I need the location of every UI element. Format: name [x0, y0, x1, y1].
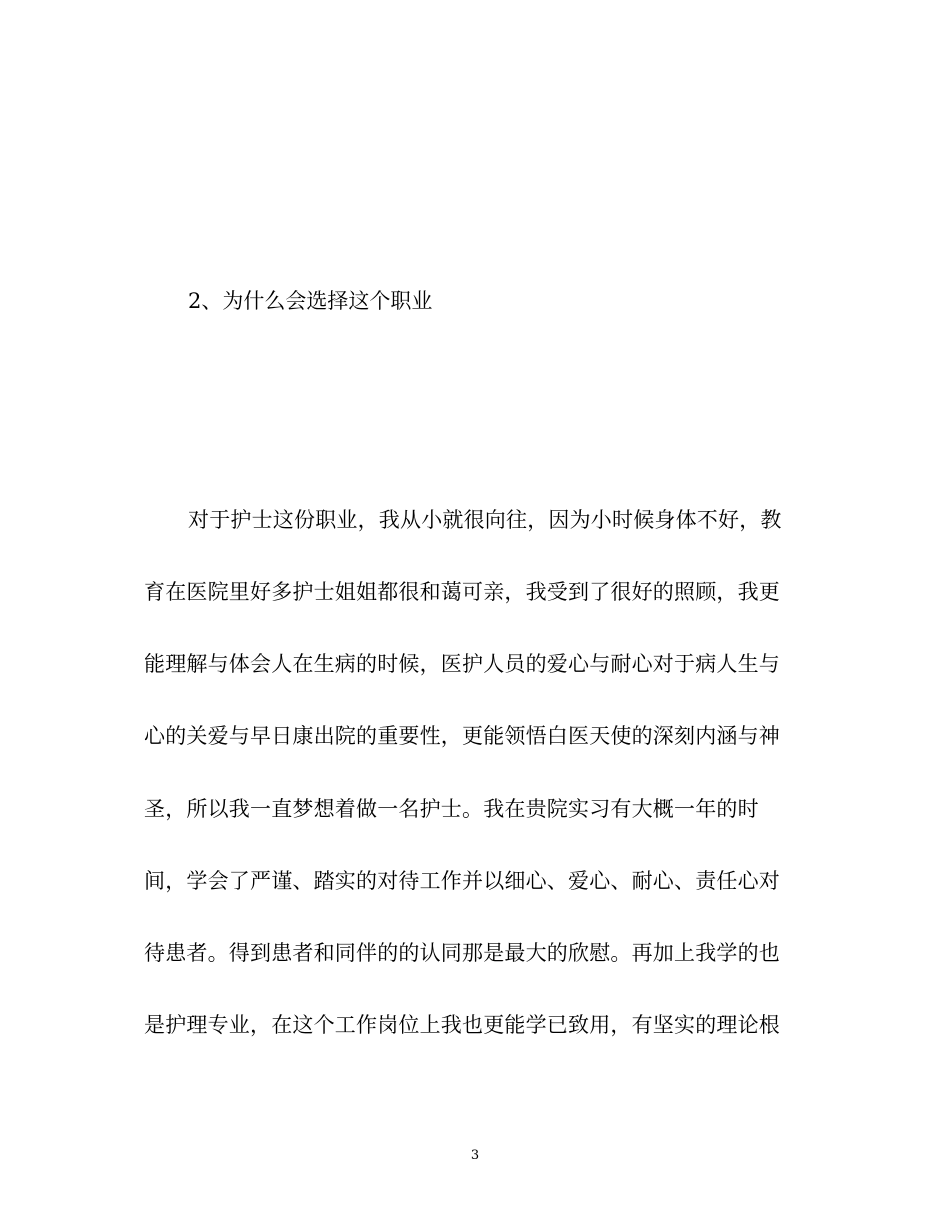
- page-number: 3: [470, 1148, 480, 1163]
- section-heading: 2、为什么会选择这个职业: [188, 289, 433, 313]
- paragraph-line-6: 间，学会了严谨、踏实的对待工作并以细心、爱心、耐心、责任心对: [144, 869, 780, 893]
- paragraph-line-4: 心的关爱与早日康出院的重要性，更能领悟白医天使的深刻内涵与神: [144, 724, 780, 748]
- paragraph-line-8: 是护理专业，在这个工作岗位上我也更能学已致用，有坚实的理论根: [144, 1013, 780, 1037]
- paragraph-line-5: 圣，所以我一直梦想着做一名护士。我在贵院实习有大概一年的时: [144, 797, 759, 821]
- paragraph-line-7: 待患者。得到患者和同伴的的认同那是最大的欣慰。再加上我学的也: [144, 941, 780, 965]
- paragraph-line-3: 能理解与体会人在生病的时候，医护人员的爱心与耐心对于病人生与: [144, 652, 780, 676]
- paragraph-line-1: 对于护士这份职业，我从小就很向往，因为小时候身体不好，教: [188, 508, 782, 532]
- paragraph-line-2: 育在医院里好多护士姐姐都很和蔼可亲，我受到了很好的照顾，我更: [144, 580, 780, 604]
